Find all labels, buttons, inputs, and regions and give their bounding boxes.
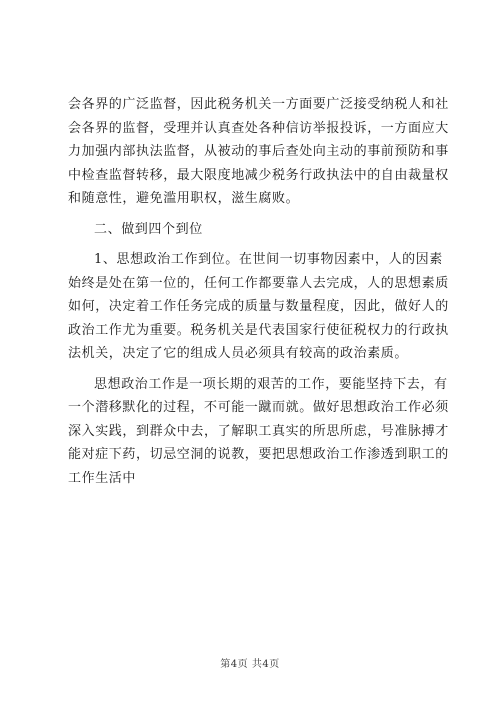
paragraph-long-term-work — [68, 373, 449, 491]
page-number: 第4页 共4页 — [220, 659, 280, 670]
text-line: 能对症下药，切忌空洞的说教，要把思想政治工作渗透到职工的 — [68, 447, 449, 462]
page-footer — [0, 655, 500, 670]
text-line: 工作生活中 — [68, 470, 137, 486]
text-line: 法机关，决定了它的组成人员必须具有较高的政治素质。 — [68, 346, 409, 361]
text-line: 中检查监督转移，最大限度地减少税务行政执法中的自由裁量权 — [68, 167, 449, 183]
text-line: 思想政治工作是一项长期的艰苦的工作，要能坚持下去，有 — [94, 376, 448, 392]
paragraph-political-work — [68, 248, 449, 366]
text-line: 深入实践，到群众中去，了解职工真实的所思所虑，号准脉搏才 — [68, 423, 449, 439]
document-body — [68, 93, 449, 490]
heading-line: 二、做到四个到位 — [94, 221, 203, 237]
text-line: 1、思想政治工作到位。在世间一切事物因素中，人的因素 — [94, 252, 443, 267]
paragraph-supervision — [68, 93, 449, 211]
section-heading — [68, 218, 440, 242]
text-line: 会各界的广泛监督，因此税务机关一方面要广泛接受纳税人和社 — [68, 97, 449, 112]
text-line: 始终是处在第一位的，任何工作都要靠人去完成，人的思想素质 — [68, 275, 449, 291]
text-line: 如何，决定着工作任务完成的质量与数量程度，因此，做好人的 — [68, 299, 449, 314]
text-line: 力加强内部执法监督，从被动的事后查处向主动的事前预防和事 — [68, 144, 449, 159]
text-line: 和随意性，避免滥用职权，滋生腐败。 — [68, 191, 300, 206]
text-line: 会各界的监督，受理并认真查处各种信访举报投诉，一方面应大 — [68, 120, 449, 136]
text-line: 政治工作尤为重要。税务机关是代表国家行使征税权力的行政执 — [68, 322, 449, 338]
text-line: 一个潜移默化的过程，不可能一蹴而就。做好思想政治工作必须 — [68, 400, 449, 415]
